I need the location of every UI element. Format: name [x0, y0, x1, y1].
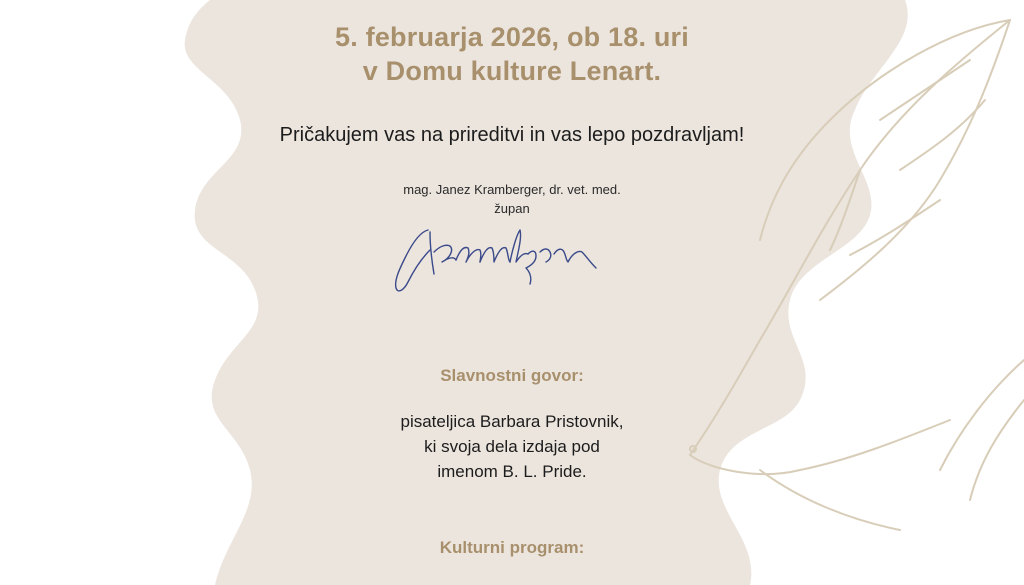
event-date: 5. februarja 2026, ob 18. uri	[335, 22, 689, 52]
signer-name: mag. Janez Kramberger, dr. vet. med.	[403, 182, 621, 197]
speaker-line: imenom B. L. Pride.	[437, 462, 587, 481]
speaker-line: ki svoja dela izdaja pod	[424, 437, 600, 456]
speaker-line: pisateljica Barbara Pristovnik,	[400, 412, 624, 431]
event-venue: v Domu kulture Lenart.	[362, 56, 662, 86]
speech-heading: Slavnostni govor:	[440, 366, 584, 385]
program-heading: Kulturni program:	[439, 538, 585, 557]
handwritten-signature	[390, 222, 605, 297]
greeting-text: Pričakujem vas na prireditvi in vas lepo pozdravljam!	[279, 124, 745, 146]
signer-title: župan	[494, 201, 530, 216]
